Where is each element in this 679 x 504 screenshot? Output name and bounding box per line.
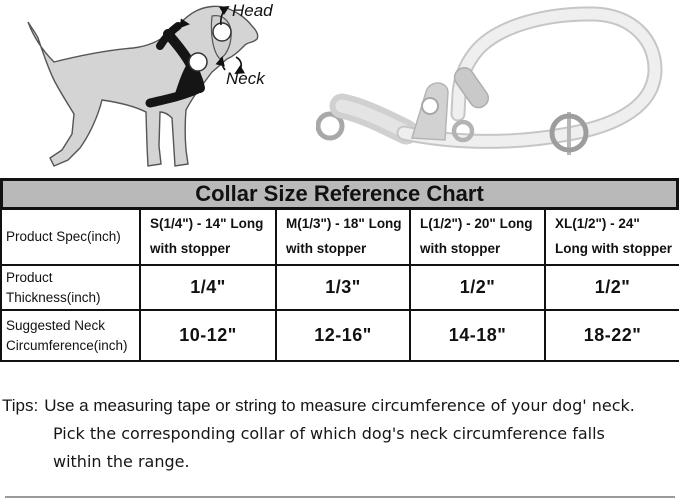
circumference-row-label: Suggested Neck Circumference(inch) bbox=[1, 310, 140, 361]
neck-label: Neck bbox=[226, 69, 265, 88]
thickness-row-label: Product Thickness(inch) bbox=[1, 265, 140, 310]
size-table bbox=[0, 208, 679, 362]
circumference-xl: 18-22" bbox=[545, 310, 679, 361]
tips-prefix: Tips: bbox=[2, 396, 39, 415]
size-l-header: L(1/2") - 20" Long with stopper bbox=[410, 209, 545, 265]
thickness-l: 1/2" bbox=[410, 265, 545, 310]
dog-measurement-diagram bbox=[10, 0, 292, 176]
circumference-l: 14-18" bbox=[410, 310, 545, 361]
tips-line1-emphasis: circumference of your dog' neck. bbox=[371, 396, 635, 415]
tips-line-3: within the range. bbox=[53, 452, 190, 471]
size-xl-header: XL(1/2") - 24" Long with stopper bbox=[545, 209, 679, 265]
circumference-m: 12-16" bbox=[276, 310, 410, 361]
circumference-row bbox=[1, 310, 679, 361]
chart-title: Collar Size Reference Chart bbox=[0, 178, 679, 210]
rope-collar-photo bbox=[316, 0, 679, 176]
top-illustration-section bbox=[0, 0, 679, 178]
head-measure-point bbox=[213, 23, 231, 41]
thickness-row bbox=[1, 265, 679, 310]
size-m-header: M(1/3") - 18" Long with stopper bbox=[276, 209, 410, 265]
bottom-divider bbox=[5, 496, 675, 498]
table-header-row bbox=[1, 209, 679, 265]
collar-tab-hole bbox=[422, 98, 438, 114]
tips-line-1 bbox=[2, 392, 678, 420]
tips-text bbox=[2, 392, 678, 476]
thickness-xl: 1/2" bbox=[545, 265, 679, 310]
thickness-m: 1/3" bbox=[276, 265, 410, 310]
neck-measure-point bbox=[189, 53, 207, 71]
head-label: Head bbox=[232, 1, 273, 20]
spec-header-cell: Product Spec(inch) bbox=[1, 209, 140, 265]
collar-size-chart bbox=[0, 178, 679, 362]
circumference-s: 10-12" bbox=[140, 310, 276, 361]
size-s-header: S(1/4") - 14" Long with stopper bbox=[140, 209, 276, 265]
tips-line1-regular: Use a measuring tape or string to measure bbox=[44, 396, 372, 415]
tips-line-2: Pick the corresponding collar of which dog's neck circumference falls bbox=[53, 424, 605, 443]
thickness-s: 1/4" bbox=[140, 265, 276, 310]
